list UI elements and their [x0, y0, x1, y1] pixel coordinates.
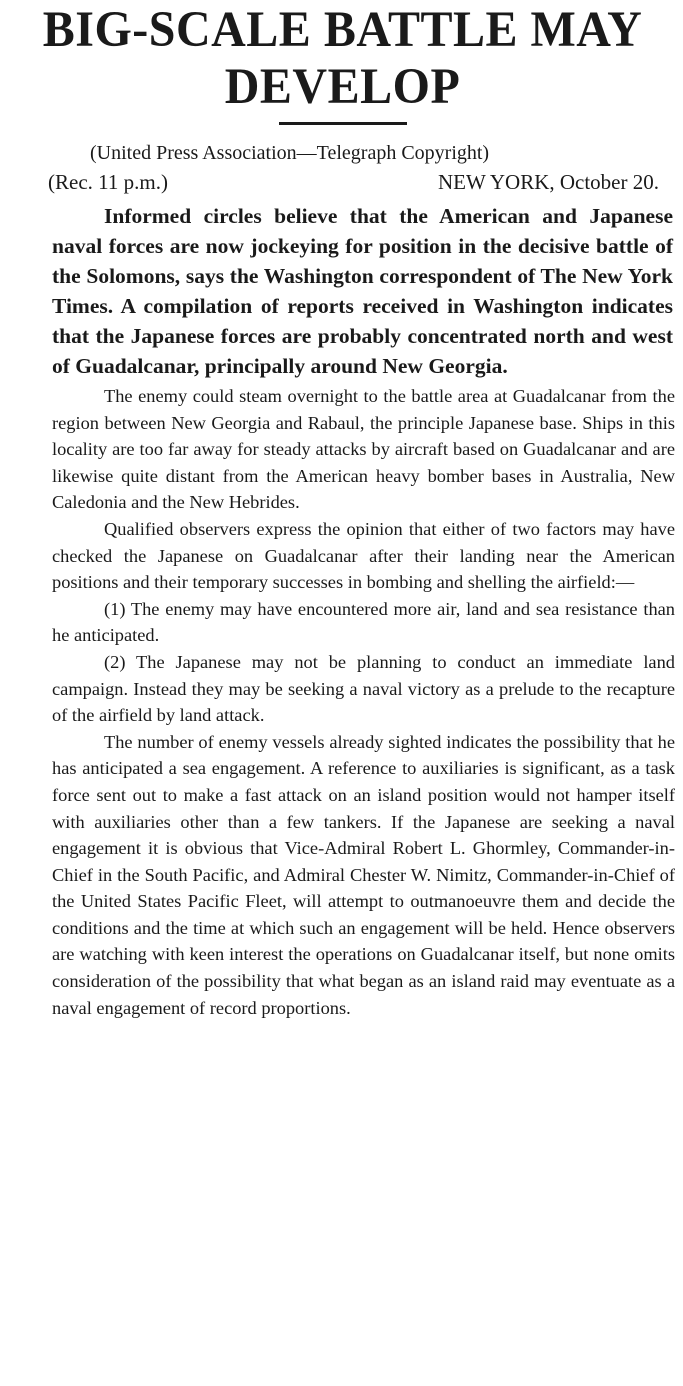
lead-paragraph: Informed circles believe that the American and Japanese naval forces are now jockeying for position in the decisive battle of the Solomons, says the Washington correspondent of The New York Times. A compilation of reports received in Washington indicates that the Japanese forces are probably concentrated north and west of Guadalcanar, principally around New Georgia. — [52, 204, 673, 378]
wire-credit: (United Press Association—Telegraph Copyright) — [90, 142, 490, 164]
dateline — [48, 169, 677, 195]
headline-rule — [279, 122, 407, 125]
body-paragraph: Qualified observers express the opinion that either of two factors may have checked the Japanese on Guadalcanar after their landing near the American positions and their temporary successes in bombing and shelling the airfield:— — [52, 518, 675, 593]
body-paragraph: The enemy could steam overnight to the battle area at Guadalcanar from the region between New Georgia and Rabaul, the principle Japanese base. Ships in this locality are too far away for steady attacks by aircraft based on Guadalcanar and are likewise quite distant from the American heavy bomber bases in Australia, New Caledonia and the New Hebrides. — [52, 386, 675, 513]
received-time: (Rec. 11 p.m.) — [48, 170, 168, 194]
place-date: NEW YORK, October 20. — [437, 170, 659, 194]
body-paragraph: (1) The enemy may have encountered more air, land and sea resistance than he anticipated. — [52, 598, 675, 646]
body-paragraph: The number of enemy vessels already sighted indicates the possibility that he has anticipated a sea engagement. A reference to auxiliaries is significant, as a task force sent out to make a fast attack on an island position would not hamper itself with auxiliaries other than a few tankers. If the Japanese are seeking a naval engagement it is obvious that Vice-Admiral Robert L. Ghormley, Commander-in-Chief in the South Pacific, and Admiral Chester W. Nimitz, Commander-in-Chief of the United States Pacific Fleet, will attempt to outmanoeuvre them and decide the conditions and the time at which such an engagement will be held. Hence observers are watching with keen interest the operations on Guadalcanar itself, but none omits consideration of the possibility that what began as an island raid may eventuate as a naval engagement of record proportions. — [52, 731, 675, 1018]
headline: BIG-SCALE BATTLE MAY DEVELOP — [42, 2, 643, 115]
body-paragraph: (2) The Japanese may not be planning to conduct an immediate land campaign. Instead they may be seeking a naval victory as a prelude to the recapture of the airfield by land attack. — [52, 651, 675, 726]
